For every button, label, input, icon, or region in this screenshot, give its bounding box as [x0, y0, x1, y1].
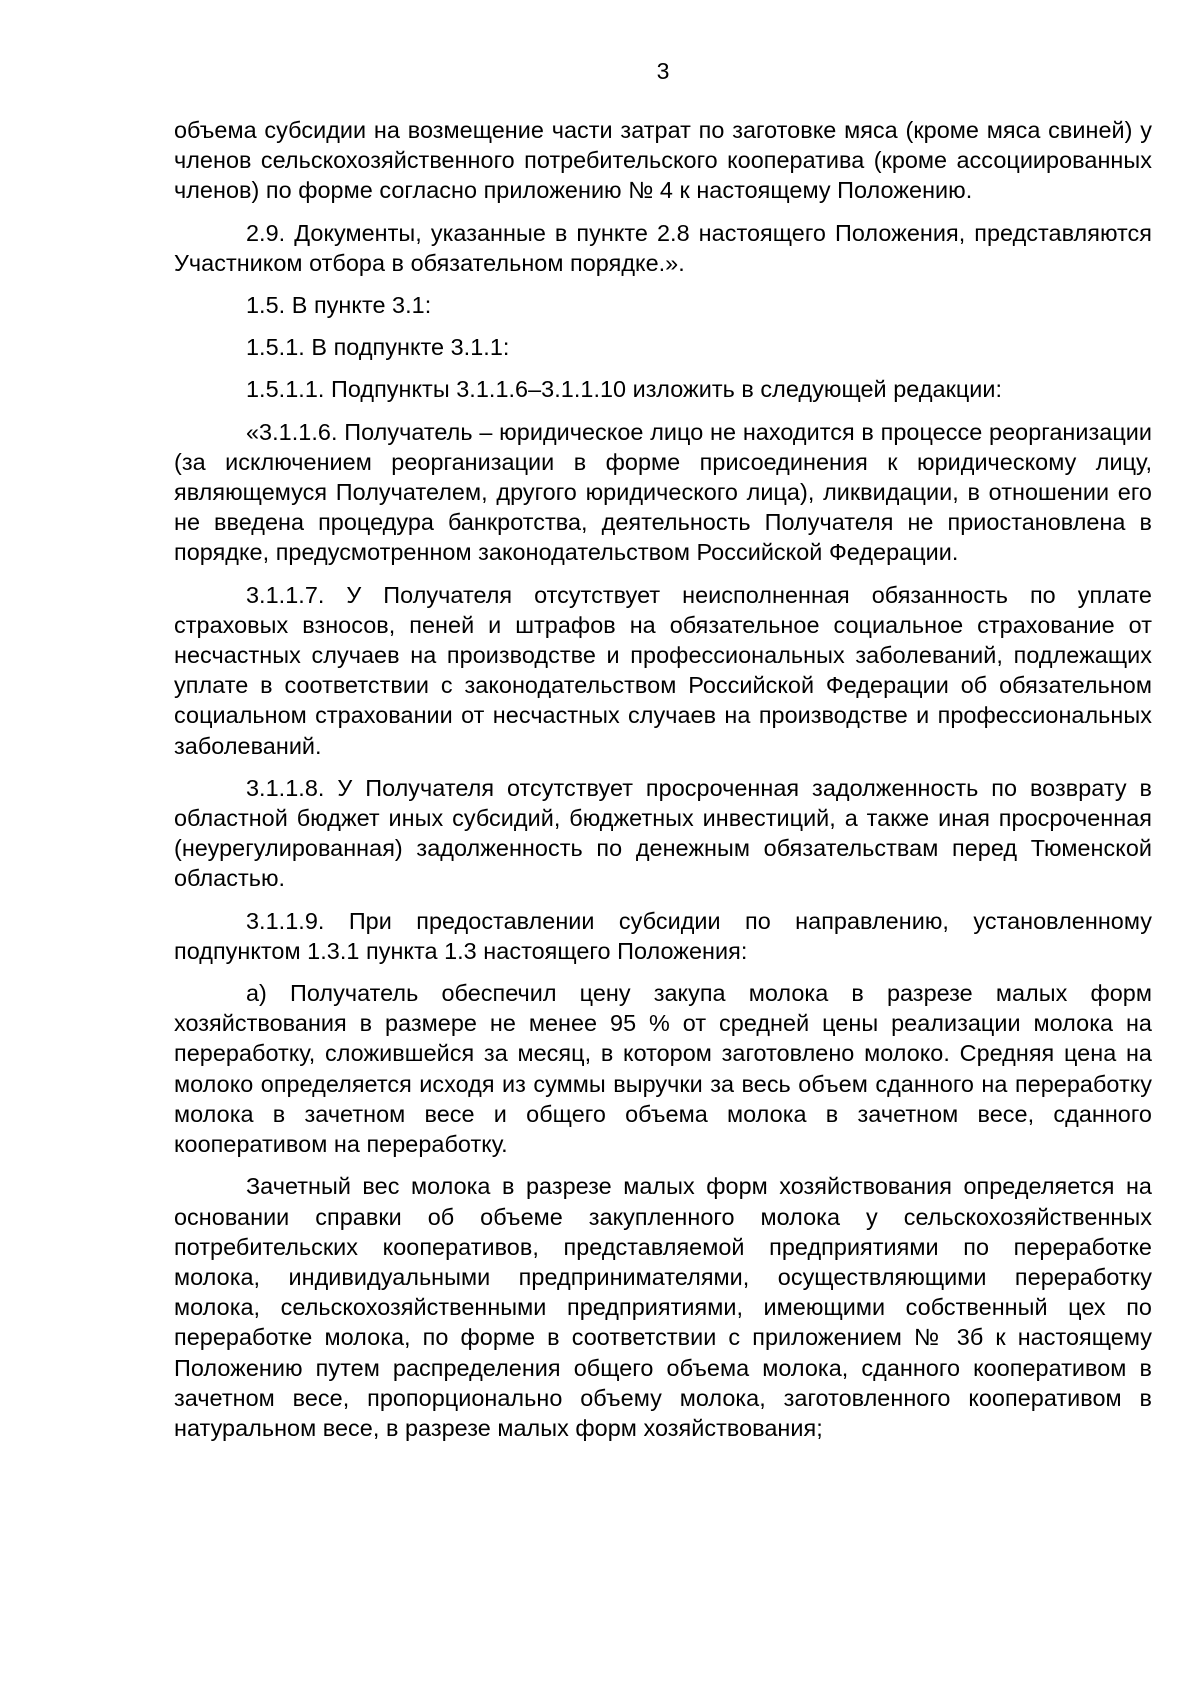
- paragraph-1-5: 1.5. В пункте 3.1:: [246, 292, 432, 319]
- paragraph-1-5-1: 1.5.1. В подпункте 3.1.1:: [246, 334, 510, 361]
- document-body: [174, 115, 1152, 1455]
- paragraph-1-5-1-1: 1.5.1.1. Подпункты 3.1.1.6–3.1.1.10 изложить в следующей редакции:: [246, 376, 1003, 403]
- page-number: 3: [656, 58, 670, 84]
- paragraph-credit-weight: Зачетный вес молока в разрезе малых форм хозяйствования определяется на основании справки об объеме закупленного молока у сельскохозяйственных потребительских кооперативов, представляемой предприятиями по переработке молока, индивидуальными предпринимателями, осуществляющими переработку молока, сельскохозяйственными предприятиями, имеющими собственный цех по переработке молока, по форме в соответствии с приложением № 3б к настоящему Положению путем распределения общего объема молока, сданного кооперативом в зачетном весе, пропорционально объему молока, заготовленного кооперативом в натуральном весе, в разрезе малых форм хозяйствования;: [174, 1173, 1152, 1441]
- document-page: [174, 0, 1152, 1697]
- paragraph-3-1-1-7: 3.1.1.7. У Получателя отсутствует неисполненная обязанность по уплате страховых взносов, пеней и штрафов на обязательное социальное страхование от несчастных случаев на производстве и профессиональных заболеваний, подлежащих уплате в соответствии с законодательством Российской Федерации об обязательном социальном страховании от несчастных случаев на производстве и профессиональных заболеваний.: [174, 581, 1152, 759]
- paragraph-2-9: 2.9. Документы, указанные в пункте 2.8 настоящего Положения, представляются Участником отбора в обязательном порядке.».: [174, 219, 1152, 276]
- paragraph-item-a: а) Получатель обеспечил цену закупа молока в разрезе малых форм хозяйствования в размере не менее 95 % от средней цены реализации молока на переработку, сложившейся за месяц, в котором заготовлено молоко. Средняя цена на молоко определяется исходя из суммы выручки за весь объем сданного на переработку молока в зачетном весе и общего объема молока в зачетном весе, сданного кооперативом на переработку.: [174, 980, 1152, 1158]
- paragraph-3-1-1-9: 3.1.1.9. При предоставлении субсидии по направлению, установленному подпунктом 1.3.1 пункта 1.3 настоящего Положения:: [174, 907, 1152, 964]
- paragraph-continuation: объема субсидии на возмещение части затрат по заготовке мяса (кроме мяса свиней) у членов сельскохозяйственного потребительского кооператива (кроме ассоциированных членов) по форме согласно приложению № 4 к настоящему Положению.: [174, 117, 1152, 204]
- paragraph-3-1-1-6: «3.1.1.6. Получатель – юридическое лицо не находится в процессе реорганизации (за исключением реорганизации в форме присоединения к юридическому лицу, являющемуся Получателем, другого юридического лица), ликвидации, в отношении его не введена процедура банкротства, деятельность Получателя не приостановлена в порядке, предусмотренном законодательством Российской Федерации.: [174, 418, 1152, 566]
- paragraph-3-1-1-8: 3.1.1.8. У Получателя отсутствует просроченная задолженность по возврату в областной бюджет иных субсидий, бюджетных инвестиций, а также иная просроченная (неурегулированная) задолженность по денежным обязательствам перед Тюменской областью.: [174, 774, 1152, 892]
